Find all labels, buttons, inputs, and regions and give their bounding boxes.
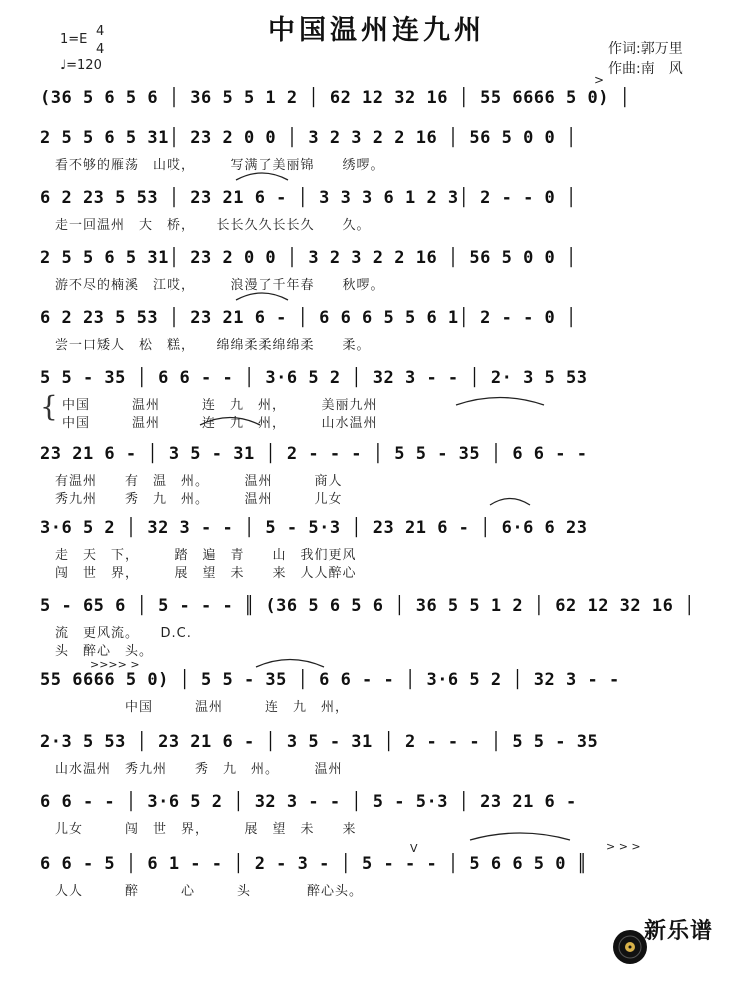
lyric-line: 流 更风流。 D.C. xyxy=(55,626,192,641)
lyric-line: 中国 温州 连 九 州， 山水温州 xyxy=(62,416,378,431)
key-signature: 1=E xyxy=(60,32,88,47)
slur-mark xyxy=(236,173,288,180)
notation-line: 55 6666 5 0) │ 5 5 - 35 │ 6 6 - - │ 3·6 5 2 │ 32 3 - - xyxy=(40,670,620,690)
notation-line: 6 2 23 5 53 │ 23 21 6 - │ 3 3 3 6 1 2 3│ 2 - - 0 │ xyxy=(40,188,577,208)
lyric-line: 走一回温州 大 桥， 长长久久长长久 久。 xyxy=(55,218,371,233)
notation-line: 6 6 - 5 │ 6 1 - - │ 2 - 3 - │ 5 - - - │ 5 6 6 5 0 ║ xyxy=(40,854,588,874)
lyric-line: 尝一口矮人 松 糕， 绵绵柔柔绵绵柔 柔。 xyxy=(55,338,371,353)
notation-line: 6 6 - - │ 3·6 5 2 │ 32 3 - - │ 5 - 5·3 │ 23 21 6 - xyxy=(40,792,577,812)
time-signature-bottom: 4 xyxy=(96,42,105,57)
accent-mark: >>>> > xyxy=(90,658,140,671)
time-signature-top: 4 xyxy=(96,24,105,39)
slur-mark xyxy=(256,660,324,668)
lyric-line: 人人 醉 心 头 醉心头。 xyxy=(55,884,364,899)
song-title: 中国温州连九州 xyxy=(268,15,485,46)
lyric-line: 闯 世 界， 展 望 未 来 人人醉心 xyxy=(55,566,357,581)
lyric-line: 看不够的雁荡 山哎， 写满了美丽锦 绣啰。 xyxy=(55,158,385,173)
lyric-line: 中国 温州 连 九 州， 美丽九州 xyxy=(62,398,378,413)
verse-bracket: { xyxy=(40,390,58,423)
lyric-line: 中国 温州 连 九 州， xyxy=(55,700,350,715)
accent-mark: > xyxy=(594,73,605,87)
notation-line: 3·6 5 2 │ 32 3 - - │ 5 - 5·3 │ 23 21 6 - │ 6·6 6 23 xyxy=(40,518,588,538)
lyric-line: 山水温州 秀九州 秀 九 州。 温州 xyxy=(55,762,343,777)
lyric-line: 有温州 有 温 州。 温州 商人 xyxy=(55,474,343,489)
notation-line: 2 5 5 6 5 31│ 23 2 0 0 │ 3 2 3 2 2 16 │ 56 5 0 0 │ xyxy=(40,128,577,148)
breath-mark: V xyxy=(410,842,418,855)
lyricist-credit: 作词:郭万里 xyxy=(608,41,683,57)
lyric-line: 秀九州 秀 九 州。 温州 儿女 xyxy=(55,492,343,507)
accent-mark: > > > xyxy=(606,840,641,853)
slur-mark xyxy=(236,293,288,300)
lyric-line: 头 醉心 头。 xyxy=(55,644,154,659)
logo-text: 新乐谱 xyxy=(644,919,714,944)
lyric-line: 走 天 下， 踏 遍 青 山 我们更风 xyxy=(55,548,357,563)
notation-line: 5 - 65 6 │ 5 - - - ║ (36 5 6 5 6 │ 36 5 5 1 2 │ 62 12 32 16 │ xyxy=(40,596,695,616)
notation-line: 2·3 5 53 │ 23 21 6 - │ 3 5 - 31 │ 2 - - - │ 5 5 - 35 xyxy=(40,732,599,752)
lyric-line: 儿女 闯 世 界， 展 望 未 来 xyxy=(55,822,357,837)
tempo-marking: ♩=120 xyxy=(60,58,102,73)
site-logo xyxy=(600,908,750,948)
composer-credit: 作曲:南 风 xyxy=(608,61,683,77)
notation-line: 23 21 6 - │ 3 5 - 31 │ 2 - - - │ 5 5 - 35 │ 6 6 - - xyxy=(40,444,588,464)
lyric-line: 游不尽的楠溪 江哎， 浪漫了千年春 秋啰。 xyxy=(55,278,385,293)
notation-line: (36 5 6 5 6 │ 36 5 5 1 2 │ 62 12 32 16 │ 55 6666 5 0) │ xyxy=(40,88,631,108)
notation-line: 2 5 5 6 5 31│ 23 2 0 0 │ 3 2 3 2 2 16 │ 56 5 0 0 │ xyxy=(40,248,577,268)
notation-line: 5 5 - 35 │ 6 6 - - │ 3·6 5 2 │ 32 3 - - │ 2· 3 5 53 xyxy=(40,368,588,388)
notation-line: 6 2 23 5 53 │ 23 21 6 - │ 6 6 6 5 5 6 1│ 2 - - 0 │ xyxy=(40,308,577,328)
